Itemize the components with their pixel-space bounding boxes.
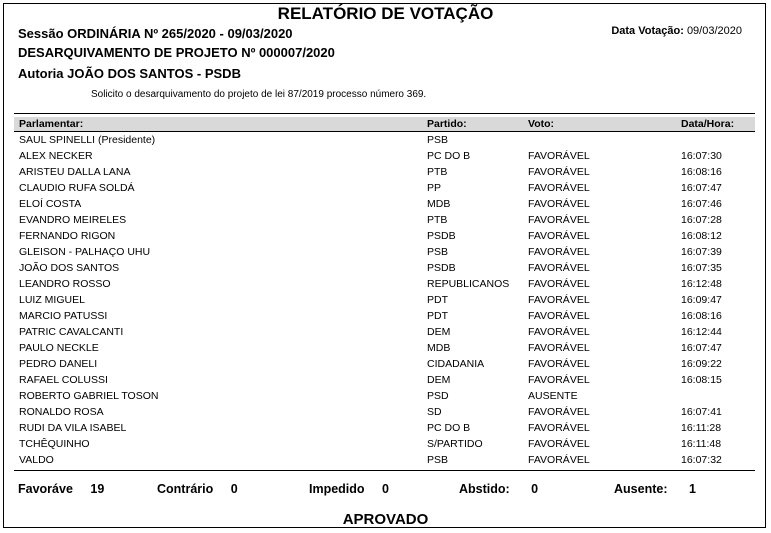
cell-parlamentar: RUDI DA VILA ISABEL	[19, 422, 127, 434]
cell-partido: PSDB	[427, 262, 456, 274]
cell-hora: 16:07:28	[681, 214, 722, 226]
cell-voto: FAVORÁVEL	[528, 374, 590, 386]
col-voto: Voto:	[528, 118, 555, 130]
cell-voto: FAVORÁVEL	[528, 150, 590, 162]
voting-date-label: Data Votação:	[611, 25, 684, 37]
cell-parlamentar: ROBERTO GABRIEL TOSON	[19, 390, 159, 402]
total-contrario-label: Contrário	[157, 482, 214, 496]
cell-partido: PC DO B	[427, 150, 471, 162]
cell-hora: 16:11:28	[681, 422, 722, 434]
table-row	[14, 325, 755, 341]
table-row	[14, 213, 755, 229]
cell-parlamentar: TCHÊQUINHO	[19, 438, 90, 450]
description: Solicito o desarquivamento do projeto de lei 87/2019 processo número 369.	[91, 89, 427, 100]
cell-partido: PSDB	[427, 230, 456, 242]
cell-voto: FAVORÁVEL	[528, 326, 590, 338]
total-favoravel	[18, 482, 104, 496]
cell-parlamentar: EVANDRO MEIRELES	[19, 214, 127, 226]
cell-parlamentar: LUIZ MIGUEL	[19, 294, 85, 306]
col-parlamentar: Parlamentar:	[19, 118, 84, 130]
votes-table	[14, 133, 755, 469]
cell-voto: FAVORÁVEL	[528, 214, 590, 226]
col-hora: Data/Hora:	[681, 118, 735, 130]
cell-parlamentar: PEDRO DANELI	[19, 358, 98, 370]
cell-voto: FAVORÁVEL	[528, 278, 590, 290]
cell-hora: 16:08:16	[681, 310, 722, 322]
table-row	[14, 197, 755, 213]
cell-voto: FAVORÁVEL	[528, 182, 590, 194]
cell-hora: 16:07:39	[681, 246, 722, 258]
cell-hora: 16:12:48	[681, 278, 722, 290]
cell-hora: 16:11:48	[681, 438, 722, 450]
cell-hora: 16:07:46	[681, 198, 722, 210]
table-row	[14, 437, 755, 453]
voting-date-value: 09/03/2020	[686, 25, 742, 37]
cell-hora: 16:07:32	[681, 454, 722, 466]
cell-voto: FAVORÁVEL	[528, 310, 590, 322]
cell-voto: FAVORÁVEL	[528, 358, 590, 370]
total-abstido-label: Abstido:	[459, 482, 510, 496]
total-ausente	[614, 482, 696, 496]
cell-parlamentar: ARISTEU DALLA LANA	[19, 166, 131, 178]
table-header	[14, 117, 755, 131]
cell-partido: DEM	[427, 326, 451, 338]
cell-parlamentar: PAULO NECKLE	[19, 342, 99, 354]
cell-partido: PTB	[427, 214, 448, 226]
cell-voto: FAVORÁVEL	[528, 294, 590, 306]
cell-hora: 16:08:12	[681, 230, 722, 242]
cell-partido: PC DO B	[427, 422, 471, 434]
cell-hora: 16:07:30	[681, 150, 722, 162]
cell-partido: MDB	[427, 198, 451, 210]
cell-voto: FAVORÁVEL	[528, 406, 590, 418]
subject-line: DESARQUIVAMENTO DE PROJETO Nº 000007/2020	[18, 45, 335, 60]
cell-hora: 16:07:47	[681, 182, 722, 194]
cell-partido: SD	[427, 406, 442, 418]
col-partido: Partido:	[427, 118, 467, 130]
cell-parlamentar: VALDO	[19, 454, 54, 466]
cell-hora: 16:07:47	[681, 342, 722, 354]
cell-partido: PP	[427, 182, 442, 194]
cell-parlamentar: SAUL SPINELLI (Presidente)	[19, 134, 156, 146]
total-abstido-value: 0	[531, 482, 539, 496]
table-row	[14, 245, 755, 261]
table-row	[14, 149, 755, 165]
total-impedido-value: 0	[382, 482, 389, 496]
table-row	[14, 133, 755, 149]
cell-partido: PSB	[427, 134, 449, 146]
report-title: RELATÓRIO DE VOTAÇÃO	[277, 4, 494, 23]
total-ausente-value: 1	[688, 482, 696, 496]
cell-partido: PSB	[427, 246, 449, 258]
cell-parlamentar: PATRIC CAVALCANTI	[19, 326, 124, 338]
cell-voto: FAVORÁVEL	[528, 246, 590, 258]
cell-partido: PDT	[427, 310, 448, 322]
cell-partido: PSB	[427, 454, 449, 466]
table-row	[14, 373, 755, 389]
cell-partido: PTB	[427, 166, 448, 178]
cell-voto: FAVORÁVEL	[528, 198, 590, 210]
table-row	[14, 453, 755, 469]
cell-parlamentar: ALEX NECKER	[19, 150, 93, 162]
cell-parlamentar: RONALDO ROSA	[19, 406, 104, 418]
cell-voto: FAVORÁVEL	[528, 262, 590, 274]
total-impedido	[309, 482, 389, 496]
table-row	[14, 181, 755, 197]
cell-voto: FAVORÁVEL	[528, 438, 590, 450]
table-row	[14, 165, 755, 181]
total-impedido-label: Impedido	[309, 482, 365, 496]
authorship-line: Autoria JOÃO DOS SANTOS - PSDB	[18, 66, 241, 81]
cell-parlamentar: FERNANDO RIGON	[19, 230, 116, 242]
total-abstido	[459, 482, 538, 496]
cell-parlamentar: MARCIO PATUSSI	[19, 310, 108, 322]
table-row	[14, 293, 755, 309]
table-row	[14, 357, 755, 373]
cell-parlamentar: CLAUDIO RUFA SOLDÁ	[19, 182, 135, 194]
cell-partido: DEM	[427, 374, 451, 386]
total-contrario-value: 0	[230, 482, 238, 496]
total-favoravel-value: 19	[90, 482, 105, 496]
table-header-rule	[14, 131, 755, 132]
table-row	[14, 261, 755, 277]
table-row	[14, 405, 755, 421]
cell-voto: FAVORÁVEL	[528, 342, 590, 354]
total-ausente-label: Ausente:	[614, 482, 668, 496]
totals-separator	[14, 470, 755, 471]
cell-hora: 16:08:16	[681, 166, 722, 178]
cell-parlamentar: JOÃO DOS SANTOS	[19, 262, 120, 274]
table-row	[14, 309, 755, 325]
table-row	[14, 421, 755, 437]
total-favoravel-label: Favoráve	[18, 482, 73, 496]
table-row	[14, 389, 755, 405]
cell-partido: REPUBLICANOS	[427, 278, 510, 290]
voting-date	[611, 25, 742, 37]
cell-partido: PDT	[427, 294, 448, 306]
cell-voto: FAVORÁVEL	[528, 166, 590, 178]
cell-voto: FAVORÁVEL	[528, 422, 590, 434]
table-row	[14, 341, 755, 357]
session-line: Sessão ORDINÁRIA Nº 265/2020 - 09/03/2020	[18, 26, 293, 41]
cell-hora: 16:07:35	[681, 262, 722, 274]
cell-hora: 16:09:22	[681, 358, 722, 370]
cell-hora: 16:07:41	[681, 406, 722, 418]
total-contrario	[157, 482, 238, 496]
cell-hora: 16:12:44	[681, 326, 722, 338]
header-separator	[14, 113, 755, 114]
cell-hora: 16:08:15	[681, 374, 722, 386]
cell-partido: PSD	[427, 390, 449, 402]
cell-voto: FAVORÁVEL	[528, 454, 590, 466]
cell-voto: FAVORÁVEL	[528, 230, 590, 242]
table-row	[14, 229, 755, 245]
cell-partido: MDB	[427, 342, 451, 354]
cell-hora: 16:09:47	[681, 294, 722, 306]
cell-parlamentar: GLEISON - PALHAÇO UHU	[19, 246, 151, 258]
cell-parlamentar: RAFAEL COLUSSI	[19, 374, 108, 386]
cell-voto: AUSENTE	[528, 390, 578, 402]
cell-partido: CIDADANIA	[427, 358, 485, 370]
cell-parlamentar: ELOÍ COSTA	[19, 198, 82, 210]
cell-partido: S/PARTIDO	[427, 438, 483, 450]
cell-parlamentar: LEANDRO ROSSO	[19, 278, 111, 290]
result-status: APROVADO	[342, 511, 429, 528]
table-row	[14, 277, 755, 293]
